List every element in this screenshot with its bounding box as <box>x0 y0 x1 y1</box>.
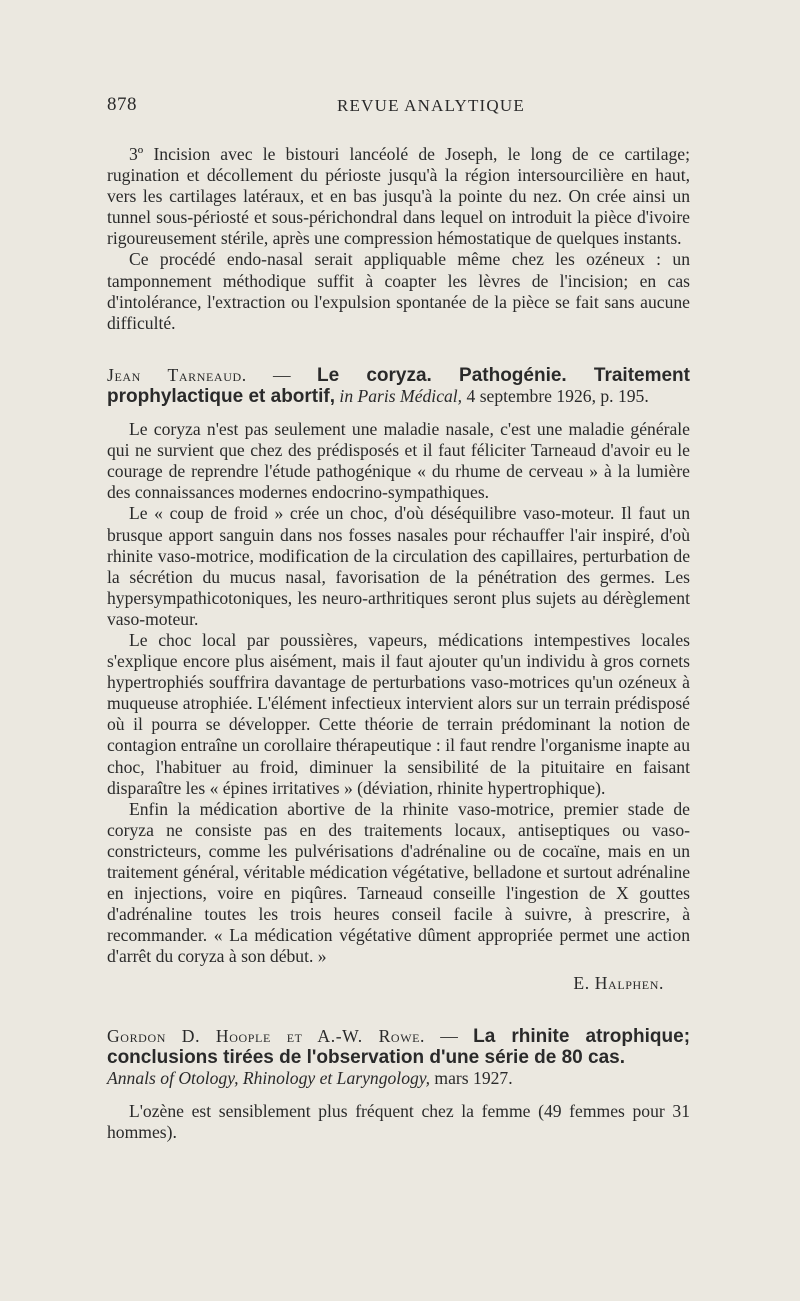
body-text <box>107 144 690 1143</box>
journal-name: Annals of Otology, Rhinology et Laryngology, <box>107 1067 431 1088</box>
heading-dash: — <box>246 364 317 385</box>
paragraph: Le coryza n'est pas seulement une maladie nasale, c'est une maladie générale qui ne survient que chez des prédisposés et il faut féliciter Tarneaud d'avoir eu le courage de reprendre l'étude pathogénique « du rhume de cerveau » à la lumière des connaissances modernes endocrino-sympathiques. <box>107 419 690 503</box>
paragraph: Ce procédé endo-nasal serait appliquable même chez les ozéneux : un tamponnement méthodique suffit à coapter les lèvres de l'incision; en cas d'intolérance, l'extraction ou l'expulsion spontanée de la pièce se fait sans aucune difficulté. <box>107 249 690 333</box>
running-title: REVUE ANALYTIQUE <box>337 96 525 115</box>
article-title: Le coryza. Pathogénie. Traitement prophylactique et abortif, <box>107 364 690 407</box>
paragraph: Enfin la médication abortive de la rhinite vaso-motrice, premier stade de coryza ne consiste pas en des traitements locaux, antiseptiques ou vaso-constricteurs, comme les pulvérisations d'adrénaline ou de cocaïne, mais en un traitement général, véritable médication végétative, belladone et surtout adrénaline en injections, voire en piqûres. Tarneaud conseille l'ingestion de X gouttes d'adrénaline toutes les trois heures conseil facile à suivre, à prescrire, à recommander. « La médication végétative dûment appropriée permet une action d'arrêt du coryza à son début. » <box>107 798 690 967</box>
journal-name: Paris Médical, <box>357 385 463 406</box>
heading-dash: — <box>425 1025 474 1046</box>
paragraph: 3º Incision avec le bistouri lancéolé de Joseph, le long de ce cartilage; rugination et décollement du périoste jusqu'à la région intersourcilière en haut, vers les cartilages latéraux, et en bas jusqu'à la pointe du nez. On crée ainsi un tunnel sous-périosté et sous-périchondral dans lequel on introduit la pièce d'ivoire rigoureusement stérile, après une compression hémostatique de quelques instants. <box>107 144 690 249</box>
in-word: in <box>335 385 358 406</box>
publication-date: 4 septembre 1926, p. 195. <box>462 385 649 406</box>
article-author: Jean Tarneaud. <box>107 364 247 385</box>
article-title: La rhinite atrophique; conclusions tirées de l'observation d'une série de 80 cas. <box>107 1025 691 1068</box>
article-heading <box>107 1026 690 1089</box>
publication-date: mars 1927. <box>430 1067 513 1088</box>
paragraph: Le choc local par poussières, vapeurs, médications intempestives locales s'explique encore plus aisément, mais il faut ajouter qu'un individu à gros cornets hypertrophiés souffrira davantage de perturbations vaso-motrices qu'un ozéneux à muqueuse atrophiée. L'élément infectieux intervient alors sur un terrain prédisposé où il pourra se développer. Cette théorie de terrain prédominant la notion de contagion entraîne un corollaire thérapeutique : il faut rendre l'organisme inapte au choc, l'habituer au froid, diminuer la sensibilité de la pituitaire en faisant disparaître les « épines irritatives » (déviation, rhinite hypertrophique). <box>107 629 690 798</box>
article-author: Gordon D. Hoople et A.-W. Rowe. <box>107 1025 426 1046</box>
paragraph: L'ozène est sensiblement plus fréquent chez la femme (49 femmes pour 31 hommes). <box>107 1100 690 1142</box>
article-heading <box>107 365 690 407</box>
paragraph: Le « coup de froid » crée un choc, d'où déséquilibre vaso-moteur. Il faut un brusque apport sanguin dans nos fosses nasales pour réchauffer l'air inspiré, d'où rhinite vaso-motrice, modification de la circulation des capillaires, perturbation de la sécrétion du mucus nasal, favorisation de la pénétration des germes. Les hypersympathicotoniques, les neuro-arthritiques seront plus sujets au dérèglement vaso-moteur. <box>107 503 690 629</box>
page-number: 878 <box>107 94 137 115</box>
signature: E. Halphen. <box>573 973 664 994</box>
